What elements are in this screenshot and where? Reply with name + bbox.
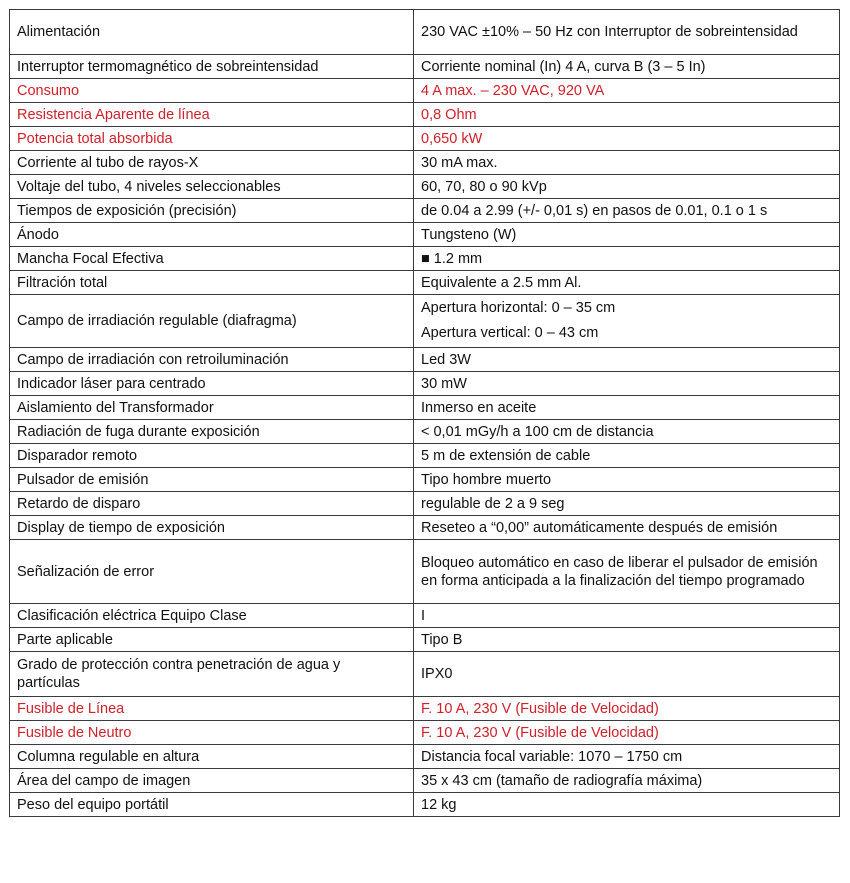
spec-row: [10, 468, 840, 492]
spec-row: [10, 10, 840, 55]
spec-row: [10, 444, 840, 468]
spec-label: Voltaje del tubo, 4 niveles seleccionables: [10, 175, 414, 199]
specs-table: [9, 9, 840, 817]
spec-label: Clasificación eléctrica Equipo Clase: [10, 604, 414, 628]
spec-value: Corriente nominal (In) 4 A, curva B (3 – 5 In): [414, 55, 840, 79]
spec-value: 12 kg: [414, 793, 840, 817]
spec-label: Fusible de Línea: [10, 697, 414, 721]
specs-table-body: [10, 10, 840, 817]
spec-label: Indicador láser para centrado: [10, 372, 414, 396]
spec-value: 35 x 43 cm (tamaño de radiografía máxima): [414, 769, 840, 793]
spec-value: [414, 295, 840, 348]
spec-label: Campo de irradiación regulable (diafragma): [10, 295, 414, 348]
spec-row: [10, 540, 840, 604]
spec-value: 30 mW: [414, 372, 840, 396]
spec-label: Radiación de fuga durante exposición: [10, 420, 414, 444]
spec-label: Aislamiento del Transformador: [10, 396, 414, 420]
spec-label: Alimentación: [10, 10, 414, 55]
spec-label: Display de tiempo de exposición: [10, 516, 414, 540]
spec-value-line: Apertura horizontal: 0 – 35 cm: [421, 300, 616, 316]
spec-row: [10, 271, 840, 295]
spec-label: Ánodo: [10, 223, 414, 247]
spec-row: [10, 151, 840, 175]
spec-row: [10, 79, 840, 103]
spec-row: [10, 199, 840, 223]
spec-value: 60, 70, 80 o 90 kVp: [414, 175, 840, 199]
spec-label: Potencia total absorbida: [10, 127, 414, 151]
spec-label: Peso del equipo portátil: [10, 793, 414, 817]
spec-row: [10, 652, 840, 697]
spec-label: Área del campo de imagen: [10, 769, 414, 793]
spec-label: Resistencia Aparente de línea: [10, 103, 414, 127]
spec-label: Parte aplicable: [10, 628, 414, 652]
spec-value: Reseteo a “0,00” automáticamente después de emisión: [414, 516, 840, 540]
spec-value: ■ 1.2 mm: [414, 247, 840, 271]
spec-row: [10, 348, 840, 372]
spec-value: 0,8 Ohm: [414, 103, 840, 127]
spec-row: [10, 295, 840, 348]
spec-label: Filtración total: [10, 271, 414, 295]
spec-label: Grado de protección contra penetración de agua y partículas: [10, 652, 414, 697]
spec-value: I: [414, 604, 840, 628]
spec-label: Mancha Focal Efectiva: [10, 247, 414, 271]
spec-value: F. 10 A, 230 V (Fusible de Velocidad): [414, 697, 840, 721]
spec-row: [10, 55, 840, 79]
spec-value: 230 VAC ±10% – 50 Hz con Interruptor de sobreintensidad: [414, 10, 840, 55]
spec-row: [10, 516, 840, 540]
spec-label: Columna regulable en altura: [10, 745, 414, 769]
spec-label: Disparador remoto: [10, 444, 414, 468]
spec-row: [10, 223, 840, 247]
spec-value: de 0.04 a 2.99 (+/- 0,01 s) en pasos de 0.01, 0.1 o 1 s: [414, 199, 840, 223]
spec-value: regulable de 2 a 9 seg: [414, 492, 840, 516]
spec-value-line: Apertura vertical: 0 – 43 cm: [421, 325, 599, 341]
spec-value: Tipo hombre muerto: [414, 468, 840, 492]
spec-value: Inmerso en aceite: [414, 396, 840, 420]
spec-row: [10, 769, 840, 793]
spec-row: [10, 492, 840, 516]
spec-row: [10, 697, 840, 721]
spec-label: Campo de irradiación con retroiluminación: [10, 348, 414, 372]
spec-row: [10, 103, 840, 127]
spec-label: Consumo: [10, 79, 414, 103]
spec-label: Corriente al tubo de rayos-X: [10, 151, 414, 175]
spec-label: Retardo de disparo: [10, 492, 414, 516]
spec-value: Distancia focal variable: 1070 – 1750 cm: [414, 745, 840, 769]
spec-value: Equivalente a 2.5 mm Al.: [414, 271, 840, 295]
spec-value: Led 3W: [414, 348, 840, 372]
spec-label: Interruptor termomagnético de sobreintensidad: [10, 55, 414, 79]
spec-value: F. 10 A, 230 V (Fusible de Velocidad): [414, 721, 840, 745]
spec-row: [10, 127, 840, 151]
spec-row: [10, 175, 840, 199]
spec-row: [10, 372, 840, 396]
spec-row: [10, 745, 840, 769]
spec-value: 5 m de extensión de cable: [414, 444, 840, 468]
spec-row: [10, 604, 840, 628]
spec-label: Señalización de error: [10, 540, 414, 604]
spec-value: 4 A max. – 230 VAC, 920 VA: [414, 79, 840, 103]
spec-label: Fusible de Neutro: [10, 721, 414, 745]
spec-value: Tungsteno (W): [414, 223, 840, 247]
spec-row: [10, 420, 840, 444]
spec-row: [10, 628, 840, 652]
spec-value: < 0,01 mGy/h a 100 cm de distancia: [414, 420, 840, 444]
spec-value: IPX0: [414, 652, 840, 697]
spec-value: 30 mA max.: [414, 151, 840, 175]
spec-value: Bloqueo automático en caso de liberar el pulsador de emisión en forma anticipada a la finalización del tiempo programado: [414, 540, 840, 604]
spec-row: [10, 247, 840, 271]
spec-label: Tiempos de exposición (precisión): [10, 199, 414, 223]
spec-value: Tipo B: [414, 628, 840, 652]
spec-row: [10, 793, 840, 817]
spec-value: 0,650 kW: [414, 127, 840, 151]
spec-row: [10, 396, 840, 420]
spec-row: [10, 721, 840, 745]
spec-label: Pulsador de emisión: [10, 468, 414, 492]
